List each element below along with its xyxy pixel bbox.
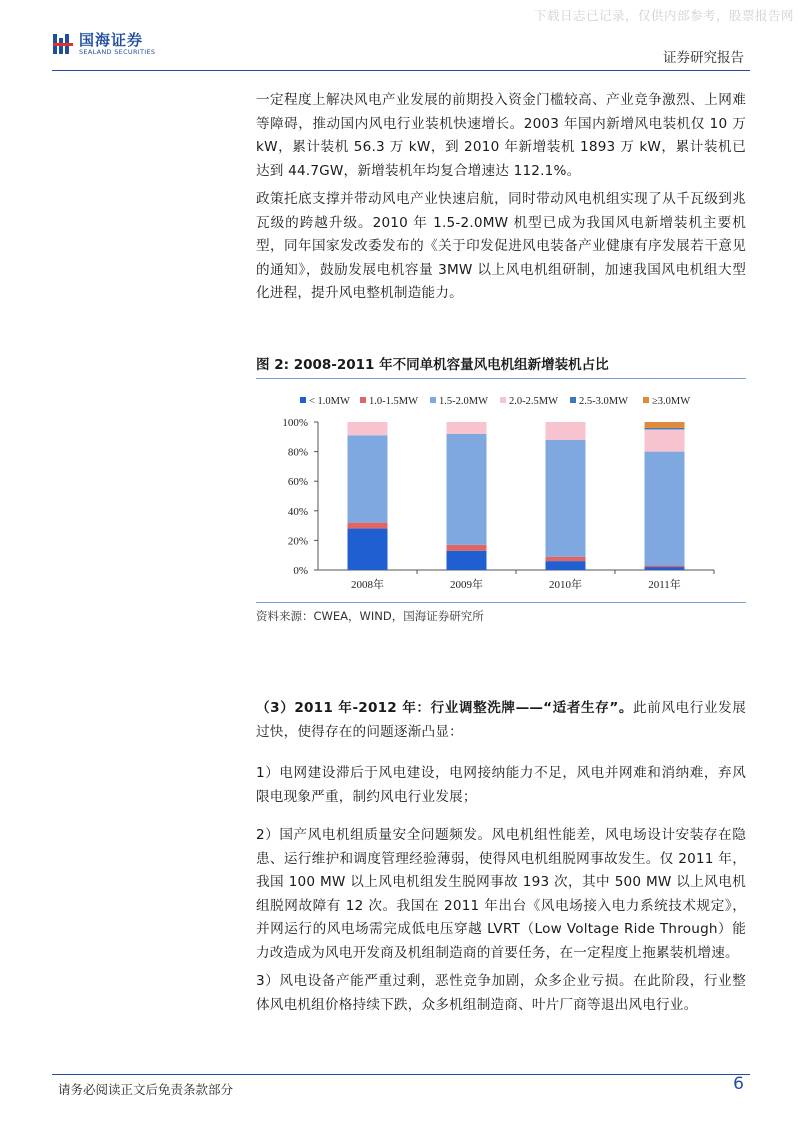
figure-source: 资料来源：CWEA，WIND，国海证券研究所: [256, 609, 484, 623]
paragraph-1-text: 一定程度上解决风电产业发展的前期投入资金门槛较高、产业竞争激烈、上网难等障碍，推动国内风电行业装机快速增长。2003 年国内新增风电装机仅 10 万 kW，累计装机 56.3 万 kW，到 2010 年新增装机 1893 万 kW，累计装机已达到 44.7GW，新增装机年均复合增速达 112.1%。: [256, 92, 746, 179]
bar-segment-2to25-0: [348, 422, 388, 435]
paragraph-2-text: 政策托底支撑并带动风电产业快速启航，同时带动风电机组实现了从千瓦级到兆瓦级的跨越升级。2010 年 1.5-2.0MW 机型已成为我国风电新增装机主要机型，同年国家发改委发布的《关于印发促进风电装备产业健康有序发展若干意见的通知》，鼓励发展电机容量 3MW 以上风电机组研制，加速我国风电机组大型化进程，提升风电整机制造能力。: [256, 191, 746, 301]
bar-segment-lt1-0: [348, 529, 388, 570]
watermark-text: 下载日志已记录，仅供内部参考，股票报告网: [533, 8, 794, 23]
x-tick-label: 2008年: [351, 579, 384, 591]
report-type-label: 证券研究报告: [663, 50, 744, 66]
legend-25to3-label: 2.5-3.0MW: [579, 396, 628, 407]
logo-text-en: SEALAND SECURITIES: [79, 48, 156, 56]
figure-bottom-rule: [256, 602, 746, 603]
bar-segment-25to3-3: [645, 428, 685, 429]
legend-1to15-label: 1.0-1.5MW: [369, 396, 418, 407]
page-number: 6: [733, 1074, 744, 1094]
figure-title: 图 2: 2008-2011 年不同单机容量风电机组新增装机占比: [256, 357, 609, 373]
bar-segment-15to2-1: [447, 434, 487, 545]
y-tick-label: 0%: [293, 565, 308, 577]
y-tick-label: 100%: [282, 417, 308, 429]
paragraph-4: [256, 762, 746, 809]
x-tick-label: 2009年: [450, 579, 483, 591]
company-logo: [52, 32, 155, 56]
legend-ge3-label: ≥3.0MW: [652, 396, 691, 407]
paragraph-5-text: 2）国产风电机组质量安全问题频发。风电机组性能差，风电场设计安装存在隐患、运行维护和调度管理经验薄弱，使得风电机组脱网事故发生。仅 2011 年，我国 100 MW 以上风电机组发生脱网事故 193 次，其中 500 MW 以上风电机组脱网故障有 12 次。我国在 2011 年出台《风电场接入电力系统技术规定》，并网运行的风电场需完成低电压穿越 LVRT（Low Voltage Ride Through）能力改造成为风电开发商及机组制造商的首要任务，在一定程度上拖累装机增速。: [256, 827, 746, 961]
legend-2to25-swatch: [500, 397, 506, 403]
bar-segment-1to15-1: [447, 545, 487, 551]
y-tick-label: 20%: [287, 535, 308, 548]
x-tick-label: 2011年: [648, 579, 681, 591]
bar-segment-15to2-2: [546, 440, 586, 557]
logo-text-cn: 国海证券: [79, 31, 144, 49]
bar-segment-2to25-3: [645, 429, 685, 451]
y-tick-label: 40%: [287, 505, 308, 518]
section-heading: （3）2011 年-2012 年：行业调整洗牌——“适者生存”。: [256, 700, 634, 716]
y-tick-label: 80%: [287, 446, 308, 459]
paragraph-2: [256, 188, 746, 306]
bar-segment-15to2-0: [348, 435, 388, 522]
paragraph-6-text: 3）风电设备产能严重过剩，恶性竞争加剧，众多企业亏损。在此阶段，行业整体风电机组价格持续下跌，众多机组制造商、叶片厂商等退出风电行业。: [256, 973, 746, 1013]
legend-25to3-swatch: [570, 397, 576, 403]
x-tick-label: 2010年: [549, 579, 582, 591]
footer-divider: [52, 1074, 750, 1075]
paragraph-3-text: 此前风电行业发展过快，使得存在的问题逐渐凸显：: [256, 700, 746, 740]
legend-lt1-label: < 1.0MW: [309, 396, 350, 407]
legend-ge3-swatch: [643, 397, 649, 403]
legend-15to2-label: 1.5-2.0MW: [439, 396, 488, 407]
y-tick-label: 60%: [287, 476, 308, 489]
paragraph-1: [256, 89, 746, 183]
bar-segment-ge3-3: [645, 422, 685, 428]
bar-segment-lt1-1: [447, 551, 487, 570]
legend-15to2-swatch: [430, 397, 436, 403]
header-divider: [52, 70, 750, 71]
stacked-bar-chart: [256, 384, 746, 599]
legend-lt1-swatch: [300, 397, 306, 403]
figure-top-rule: [256, 378, 746, 379]
paragraph-5: [256, 824, 746, 965]
bar-segment-1to15-3: [645, 566, 685, 567]
bar-segment-lt1-3: [645, 567, 685, 570]
footer-disclaimer: 请务必阅读正文后免责条款部分: [58, 1082, 234, 1097]
bar-segment-15to2-3: [645, 452, 685, 566]
legend-2to25-label: 2.0-2.5MW: [509, 396, 558, 407]
paragraph-4-text: 1）电网建设滞后于风电建设，电网接纳能力不足，风电并网难和消纳难，弃风限电现象严重，制约风电行业发展；: [256, 765, 746, 805]
bar-segment-2to25-2: [546, 422, 586, 440]
bar-segment-1to15-2: [546, 557, 586, 561]
legend-1to15-swatch: [360, 397, 366, 403]
bar-segment-1to15-0: [348, 523, 388, 529]
paragraph-6: [256, 970, 746, 1017]
paragraph-3: [256, 697, 746, 744]
bar-segment-2to25-1: [447, 422, 487, 434]
logo-mark-icon: [52, 32, 74, 56]
chart-svg: [256, 384, 746, 599]
bar-segment-lt1-2: [546, 561, 586, 570]
